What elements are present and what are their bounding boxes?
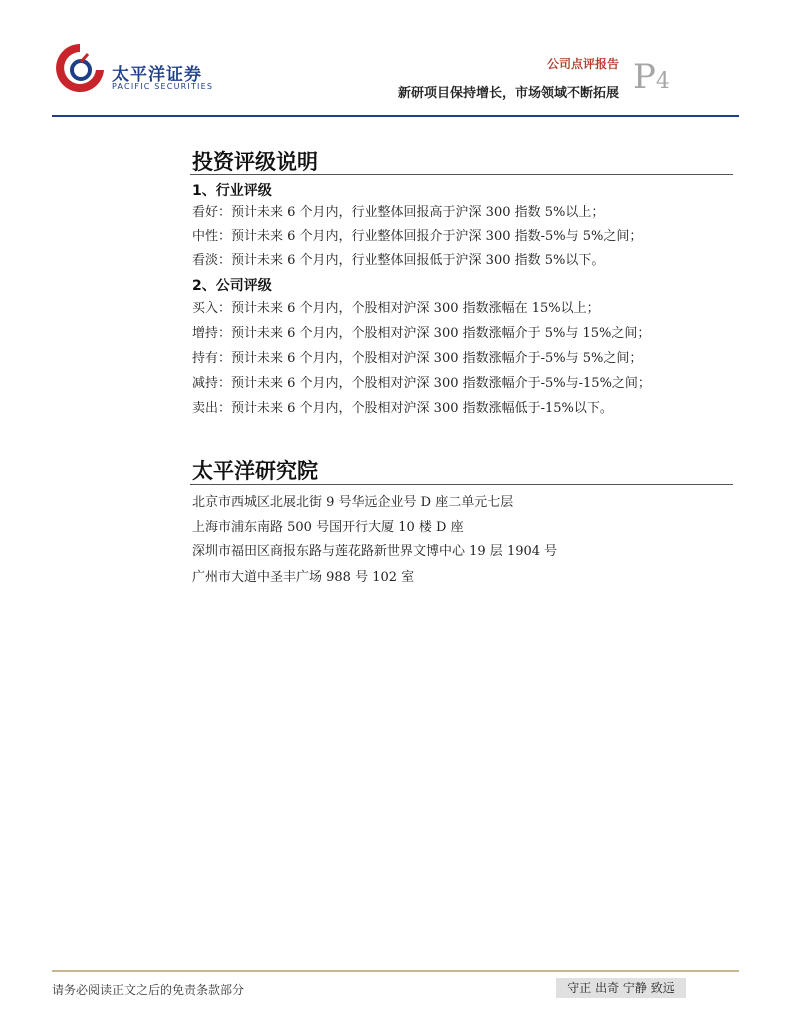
industry-rating-line: 看好：预计未来 6 个月内，行业整体回报高于沪深 300 指数 5%以上； xyxy=(192,205,605,220)
page-header xyxy=(0,0,791,120)
company-rating-line: 持有：预计未来 6 个月内，个股相对沪深 300 指数涨幅介于-5%与 5%之间； xyxy=(192,351,643,366)
header-rule xyxy=(52,115,739,117)
brand-name-en: PACIFIC SECURITIES xyxy=(112,82,214,91)
page-number xyxy=(633,57,670,97)
company-rating-heading: 2、公司评级 xyxy=(192,278,272,294)
institute-section-rule xyxy=(190,484,733,485)
footer-disclaimer: 请务必阅读正文之后的免责条款部分 xyxy=(52,983,245,997)
footer-rule xyxy=(52,970,739,972)
institute-address: 上海市浦东南路 500 号国开行大厦 10 楼 D 座 xyxy=(192,520,464,535)
footer-motto: 守正 出奇 宁静 致远 xyxy=(556,978,686,998)
report-title: 新研项目保持增长，市场领域不断拓展 xyxy=(397,86,619,101)
report-type: 公司点评报告 xyxy=(546,57,619,71)
rating-section-title: 投资评级说明 xyxy=(192,149,318,174)
rating-section-rule xyxy=(190,174,733,175)
company-rating-line: 减持：预计未来 6 个月内，个股相对沪深 300 指数涨幅介于-5%与-15%之间； xyxy=(192,376,651,391)
company-rating-line: 买入：预计未来 6 个月内，个股相对沪深 300 指数涨幅在 15%以上； xyxy=(192,301,600,316)
industry-rating-heading: 1、行业评级 xyxy=(192,183,272,199)
company-rating-line: 增持：预计未来 6 个月内，个股相对沪深 300 指数涨幅介于 5%与 15%之间； xyxy=(192,326,651,341)
page-letter: P xyxy=(633,57,656,97)
institute-address: 广州市大道中圣丰广场 988 号 102 室 xyxy=(192,570,415,585)
company-rating-line: 卖出：预计未来 6 个月内，个股相对沪深 300 指数涨幅低于-15%以下。 xyxy=(192,401,613,416)
industry-rating-line: 看淡：预计未来 6 个月内，行业整体回报低于沪深 300 指数 5%以下。 xyxy=(192,253,605,268)
industry-rating-line: 中性：预计未来 6 个月内，行业整体回报介于沪深 300 指数-5%与 5%之间； xyxy=(192,229,643,244)
pacific-securities-logo-icon xyxy=(52,40,108,96)
institute-section-title: 太平洋研究院 xyxy=(192,458,318,483)
page-number-value: 4 xyxy=(655,69,670,94)
institute-address: 深圳市福田区商报东路与莲花路新世界文博中心 19 层 1904 号 xyxy=(192,544,558,559)
institute-address: 北京市西城区北展北街 9 号华远企业号 D 座二单元七层 xyxy=(192,495,514,510)
brand-name-cn: 太平洋证券 xyxy=(112,65,202,85)
